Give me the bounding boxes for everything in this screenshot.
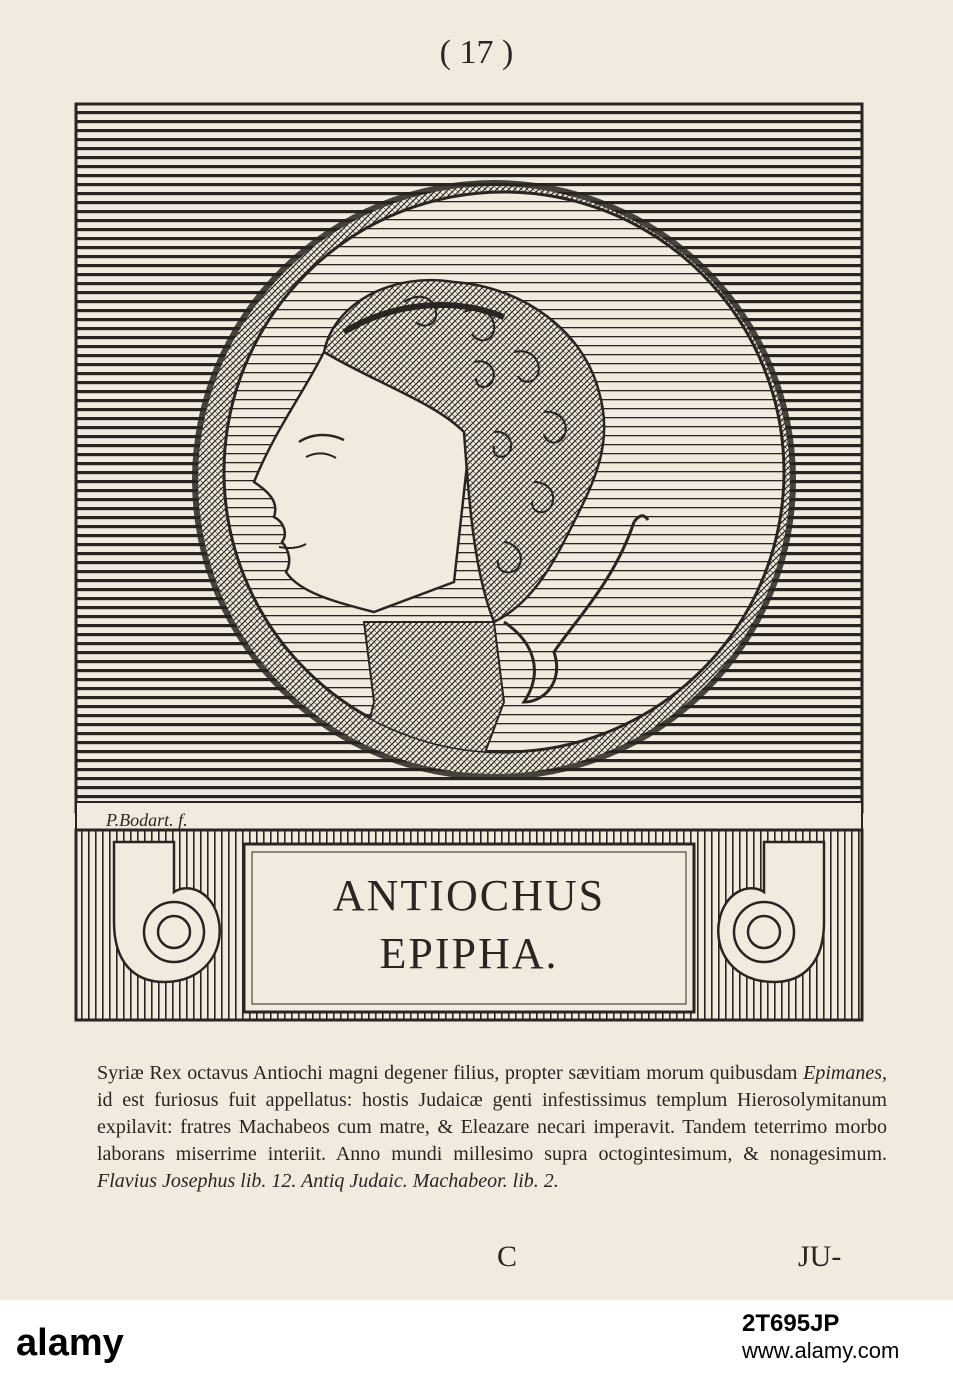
catchword: JU- xyxy=(798,1240,842,1273)
caption-text xyxy=(97,1060,887,1195)
caption-part-1: Syriæ Rex octavus Antiochi magni degener filius, propter sævitiam morum quibusdam xyxy=(97,1062,804,1084)
page-number: ( 17 ) xyxy=(439,34,514,71)
signature-mark: C xyxy=(497,1240,518,1273)
watermark-brand: alamy xyxy=(16,1322,124,1364)
entablature xyxy=(76,802,862,830)
caption-part-2: id est furiosus fuit appellatus: hostis Judaicæ genti infestissimus templum Hierosolymitanum expilavit: fratres Machabeos cum matre, & Eleazare necari imperavit. Tandem teterrimo morbo laborans miserrime interiit. Anno mundi millesimo supra octogintesimum, & nonagesimum. xyxy=(97,1089,887,1165)
portrait-engraving xyxy=(74,102,864,1022)
engraver-signature: P.Bodart. f. xyxy=(106,810,188,830)
name-tablet xyxy=(244,844,694,1012)
watermark-image-id: 2T695JP xyxy=(742,1310,840,1337)
caption-source: Flavius Josephus lib. 12. Antiq Judaic. Machabeor. lib. 2. xyxy=(97,1170,559,1192)
tablet-line-2: EPIPHA. xyxy=(379,929,559,978)
watermark-url: www.alamy.com xyxy=(742,1338,900,1363)
caption-epithet: Epimanes, xyxy=(803,1062,887,1084)
tablet-line-1: ANTIOCHUS xyxy=(332,871,606,920)
watermark-info xyxy=(742,1310,899,1364)
